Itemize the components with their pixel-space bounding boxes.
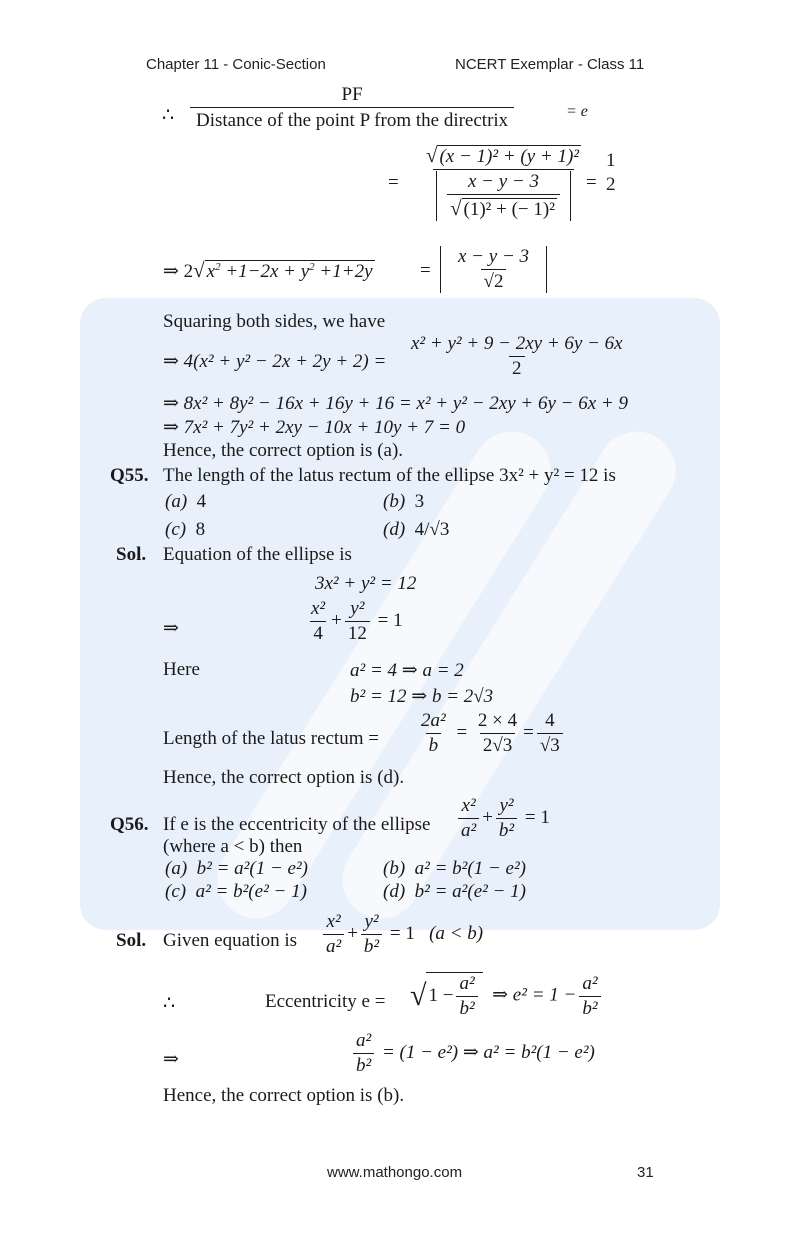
page-number: 31: [637, 1164, 654, 1181]
q55-eq2: $\frac{\text{x²}}{4}$ + $\frac{\text{y²}}{12}$ = 1: [311, 598, 403, 644]
q55-eq1: 3x² + y² = 12: [315, 573, 417, 594]
q55-option-c: (c) 8: [165, 519, 206, 540]
page-content: Chapter 11 - Conic-Section NCERT Exemplar - Class 11 ∴ $\frac{PF}{\text{Distance of the point P from the directrix}}$ = e = $\frac{\text{√ (x − 1)² + (y + 1)²}}{\frac{x - y - 3}{\text{√ (1)² + (− 1)²}}}$ = 1 2 ⇒ 2√ $x^2 +1-2x + y^2 +1+2y$ = $\frac{x - y - 3}{√2}$ Squaring both sides, we have ⇒ 4(x² + y² − 2x + 2y + 2) = $\frac{\text{x² + y² + 9 − 2xy + 6y − 6x}}{2}$ ⇒ 8x² + 8y² − 16x + 16y + 16 = x² + y² − 2xy + 6y − 6x + 9 ⇒ 7x² + 7y² + 2xy − 10x + 10y + 7 = 0 Hence, the correct option is (a). Q55. The length of the latus rectum of the ellipse 3x² + y² = 12 is (a) 4 (b) 3 (c) 8 (d) 4/√3 Sol. Equation of the ellipse is 3x² + y² = 12 ⇒ $\frac{\text{x²}}{4}$ + $\frac{\text{y²}}{12}$ = 1 Here a² = 4 ⇒ a = 2 b² = 12 ⇒ b = 2√3 Length of the latus rectum = $\frac{\text{2a²}}{b}$ = $\frac{2 \times 4}{2√3}$ = $\frac{4}{√3}$ Hence, the correct option is (d). Q56. If e is the eccentricity of the ellipse $\frac{\text{x²}}{\text{a²}}$ + $\frac{\text{y²}}{\text{b²}}$ = 1 (where a < b) then (a) b² = a²(1 − e²) (b) a² = b²(1 − e²) (c) a² = b²(e² − 1) (d) b² = a²(e² − 1) Sol. Given equation is $\frac{\text{x²}}{\text{a²}}$ + $\frac{\text{y²}}{\text{b²}}$ = 1 (a < b) ∴ Eccentricity e = √ 1 − $\frac{\text{a²}}{\text{b²}}$ ⇒ e² = 1 − $\frac{\text{a²}}{\text{b²}}$ ⇒ $\frac{\text{a²}}{\text{b²}}$ = (1 − e²) ⇒ a² = b²(1 − e²) Hence, the correct option is (b). www.mathongo.com 31: [110, 56, 654, 1181]
therefore-symbol-2: ∴: [163, 993, 176, 1014]
q56-option-c: (c) a² = b²(e² − 1): [165, 881, 307, 902]
therefore-symbol: ∴: [162, 105, 175, 126]
step1-fraction: $\frac{\text{√ (x − 1)² + (y + 1)²}}{\frac{x - y - 3}{\text{√ (1)² + (− 1)²}}}$: [426, 143, 579, 220]
step1-numerator: (x − 1)² + (y + 1)²: [439, 146, 579, 167]
ratio-equals: = e: [566, 103, 588, 120]
q54-conclusion: Hence, the correct option is (a).: [163, 440, 404, 461]
latus-label: Length of the latus rectum =: [163, 728, 379, 749]
step3-left: ⇒ 4(x² + y² − 2x + 2y + 2) =: [163, 351, 387, 372]
eccentricity-formula: √ 1 − $\frac{\text{a²}}{\text{b²}}$ ⇒ e² = 1 − $\frac{\text{a²}}{\text{b²}}$: [410, 972, 604, 1020]
q55-option-a: (a) 4: [165, 491, 207, 512]
squaring-text: Squaring both sides, we have: [163, 311, 386, 332]
here-label: Here: [163, 659, 200, 680]
step4: ⇒ 8x² + 8y² − 16x + 16y + 16 = x² + y² − 2xy + 6y − 6x + 9: [163, 393, 628, 414]
q56-label: Q56.: [110, 814, 149, 835]
q56-option-d: (d) b² = a²(e² − 1): [383, 881, 526, 902]
here-line-1: a² = 4 ⇒ a = 2: [350, 660, 464, 681]
q56-ellipse-eq: $\frac{\text{x²}}{\text{a²}}$ + $\frac{\text{y²}}{\text{b²}}$ = 1: [455, 795, 550, 842]
q55-label: Q55.: [110, 465, 149, 486]
q56-sol-label: Sol.: [116, 930, 147, 951]
eccentricity-ratio: [187, 84, 517, 132]
step1-denominator-den: (1)² + (− 1)²: [463, 199, 555, 220]
q56-sol-eq: $\frac{\text{x²}}{\text{a²}}$ + $\frac{\text{y²}}{\text{b²}}$ = 1 (a < b): [320, 911, 483, 958]
step1-result: 1 2: [606, 150, 616, 195]
q56-sol-intro: Given equation is: [163, 930, 298, 951]
ratio-denominator: Distance of the point P from the directrix: [190, 107, 514, 132]
q55-sol-label: Sol.: [116, 544, 147, 565]
q55-question: The length of the latus rectum of the ellipse 3x² + y² = 12 is: [163, 465, 616, 486]
q56-question-cont: (where a < b) then: [163, 836, 303, 857]
footer-website[interactable]: www.mathongo.com: [327, 1164, 463, 1181]
step2-right: $\frac{x - y - 3}{√2}$: [440, 246, 547, 293]
q55-option-b: (b) 3: [383, 491, 425, 512]
q56-option-a: (a) b² = a²(1 − e²): [165, 858, 308, 879]
q55-sol-intro: Equation of the ellipse is: [163, 544, 352, 565]
latus-fractions: $\frac{\text{2a²}}{b}$ = $\frac{2 \times 4}{2√3}$ = $\frac{4}{√3}$: [415, 710, 566, 757]
eccentricity-label: Eccentricity e =: [265, 991, 386, 1012]
q56-final-step: $\frac{\text{a²}}{\text{b²}}$ = (1 − e²) ⇒ a² = b²(1 − e²): [350, 1030, 595, 1077]
step5: ⇒ 7x² + 7y² + 2xy − 10x + 10y + 7 = 0: [163, 417, 466, 438]
here-line-2: b² = 12 ⇒ b = 2√3: [350, 686, 494, 707]
step1-denominator-num: x − y − 3: [467, 171, 539, 192]
q55-conclusion: Hence, the correct option is (d).: [163, 767, 405, 788]
step3-right: $\frac{\text{x² + y² + 9 − 2xy + 6y − 6x}}{2}$: [411, 333, 623, 379]
q56-question: If e is the eccentricity of the ellipse: [163, 814, 431, 835]
chapter-header: Chapter 11 - Conic-Section: [146, 56, 326, 73]
ratio-numerator: PF: [341, 84, 363, 105]
step2-left: ⇒ 2√ $x^2 +1-2x + y^2 +1+2y$: [163, 258, 373, 282]
book-header: NCERT Exemplar - Class 11: [455, 56, 645, 73]
q55-option-d: (d) 4/√3: [383, 519, 450, 540]
q56-conclusion: Hence, the correct option is (b).: [163, 1085, 405, 1106]
q56-option-b: (b) a² = b²(1 − e²): [383, 858, 526, 879]
